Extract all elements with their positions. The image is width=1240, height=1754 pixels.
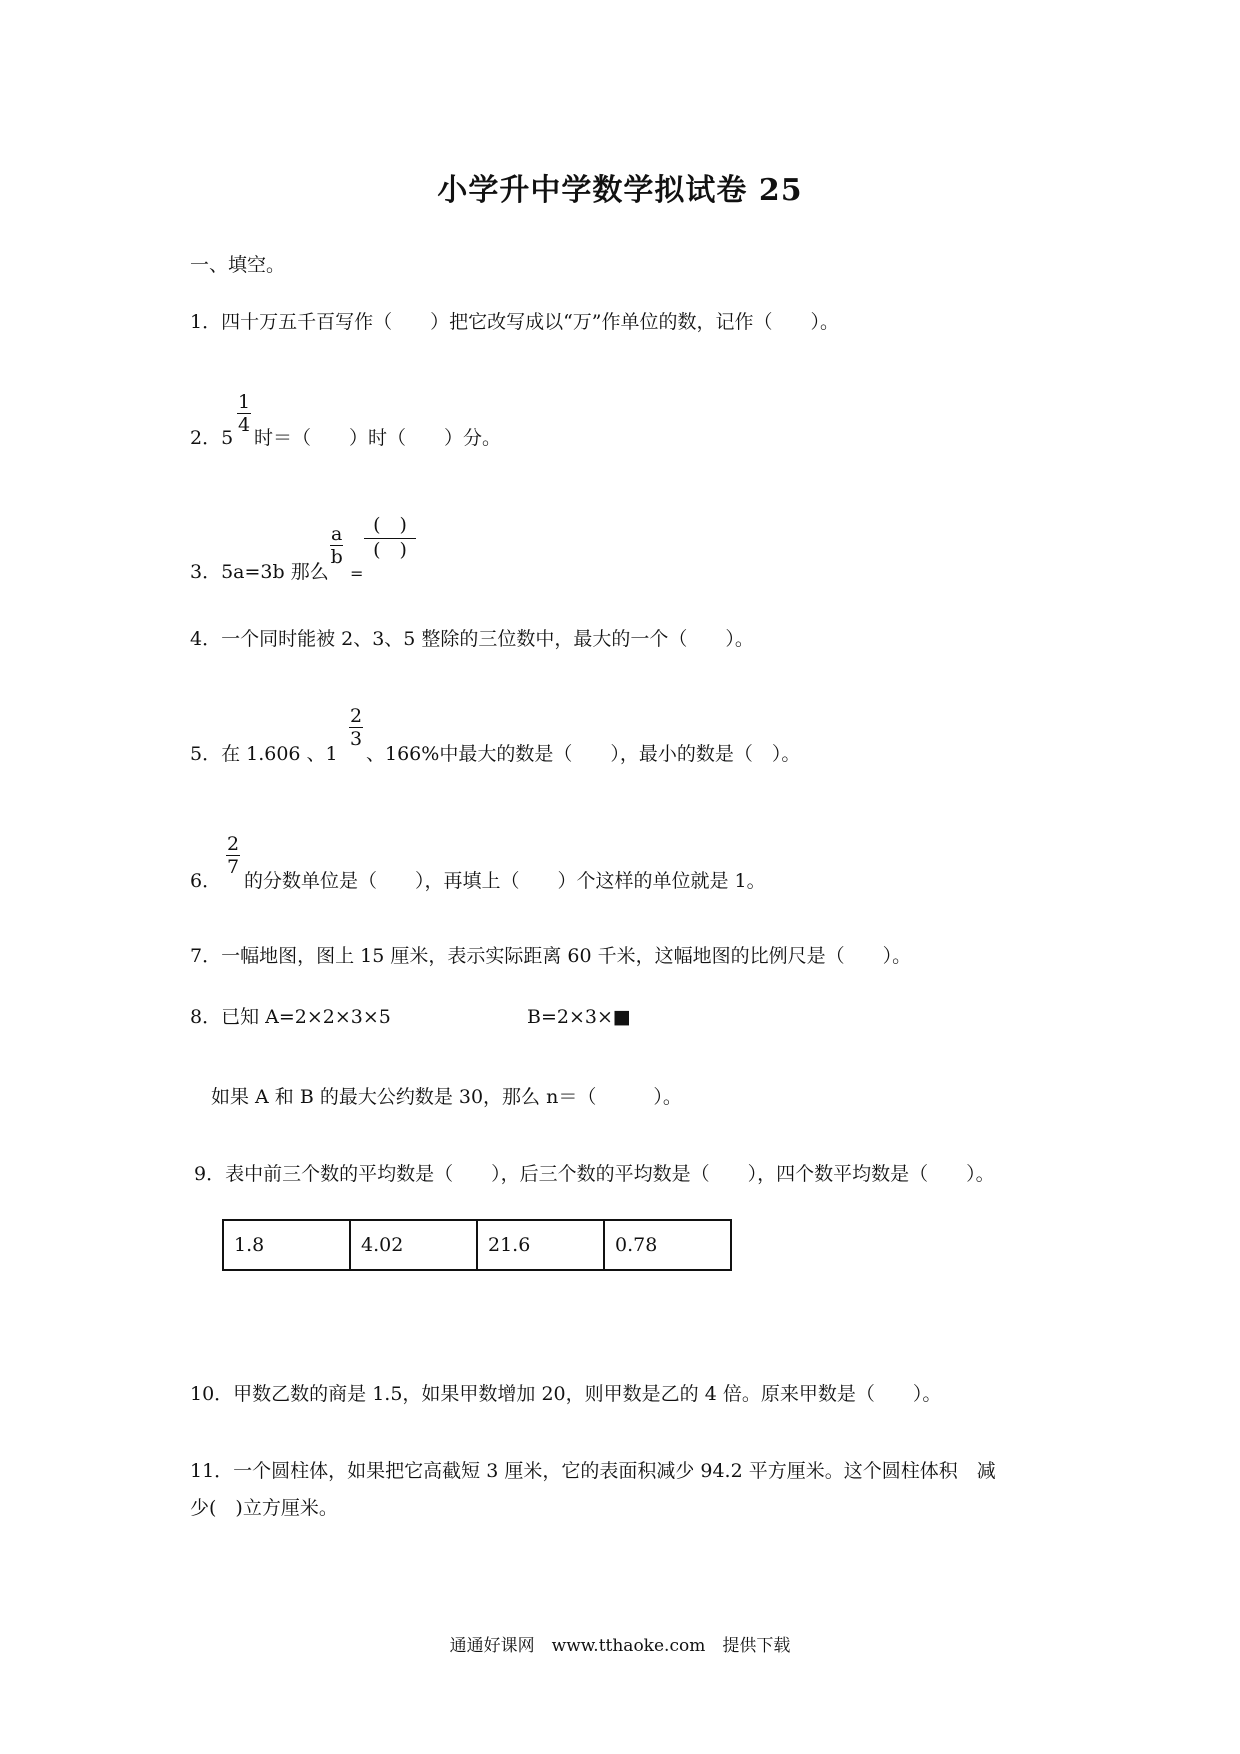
question-10: 10．甲数乙数的商是 1.5，如果甲数增加 20，则甲数是乙的 4 倍。原来甲数是（ ）。 — [190, 1383, 942, 1405]
table-cell: 21.6 — [477, 1220, 604, 1270]
question-2-text: 时＝（ ）时（ ）分。 — [254, 427, 502, 449]
fraction-denominator: 7 — [227, 856, 240, 878]
equals-sign: = — [350, 564, 364, 583]
question-2-number: 2．5 — [190, 427, 234, 449]
fraction-numerator: a — [331, 523, 343, 545]
fraction-numerator: 2 — [227, 833, 240, 855]
question-9-text: 9．表中前三个数的平均数是（ ），后三个数的平均数是（ ），四个数平均数是（ ）。 — [194, 1163, 995, 1185]
question-5-prefix: 5．在 1.606 、1 — [190, 743, 338, 765]
question-1: 1．四十万五千百写作（ ）把它改写成以“万”作单位的数，记作（ ）。 — [190, 311, 840, 333]
section-heading: 一、填空。 — [190, 254, 286, 276]
question-3-fraction — [330, 524, 343, 567]
question-3-text: 3．5a=3b 那么 — [190, 561, 329, 583]
fraction-denominator: 3 — [350, 728, 363, 750]
fraction-numerator: 2 — [350, 705, 363, 727]
table-cell: 4.02 — [350, 1220, 477, 1270]
page-footer: 通通好课网 www.tthaoke.com 提供下载 — [449, 1636, 791, 1656]
answer-numerator-blank: ( ) — [364, 514, 416, 539]
question-4: 4．一个同时能被 2、3、5 整除的三位数中，最大的一个（ ）。 — [190, 628, 754, 650]
question-8-b: B=2×3×■ — [527, 1006, 631, 1028]
question-8-condition: 如果 A 和 B 的最大公约数是 30，那么 n＝（ ）。 — [211, 1086, 682, 1108]
question-6-text: 的分数单位是（ ），再填上（ ）个这样的单位就是 1。 — [244, 870, 766, 892]
question-2-fraction — [237, 392, 251, 435]
question-6-number: 6． — [190, 870, 222, 892]
question-8-a: 8．已知 A=2×2×3×5 — [190, 1006, 391, 1028]
question-11-line-1: 11．一个圆柱体，如果把它高截短 3 厘米，它的表面积减少 94.2 平方厘米。这个圆柱体积 减 — [190, 1460, 996, 1482]
fraction-denominator: 4 — [238, 414, 251, 436]
fraction-denominator: b — [330, 546, 343, 568]
fraction-numerator: 1 — [238, 391, 251, 413]
question-11-line-2: 少( )立方厘米。 — [190, 1497, 338, 1519]
value-table — [222, 1219, 732, 1271]
table-cell: 1.8 — [223, 1220, 350, 1270]
question-7: 7．一幅地图，图上 15 厘米，表示实际距离 60 千米，这幅地图的比例尺是（ ）。 — [190, 945, 912, 967]
question-6-fraction — [226, 834, 240, 877]
question-5-fraction — [349, 706, 363, 749]
table-cell: 0.78 — [604, 1220, 731, 1270]
page-title: 小学升中学数学拟试卷 25 — [437, 173, 803, 208]
answer-fraction-blank — [364, 514, 416, 563]
answer-denominator-blank: ( ) — [373, 539, 407, 561]
question-5-text: 、166%中最大的数是（ ），最小的数是（ ）。 — [366, 743, 801, 765]
table-row — [223, 1220, 731, 1270]
